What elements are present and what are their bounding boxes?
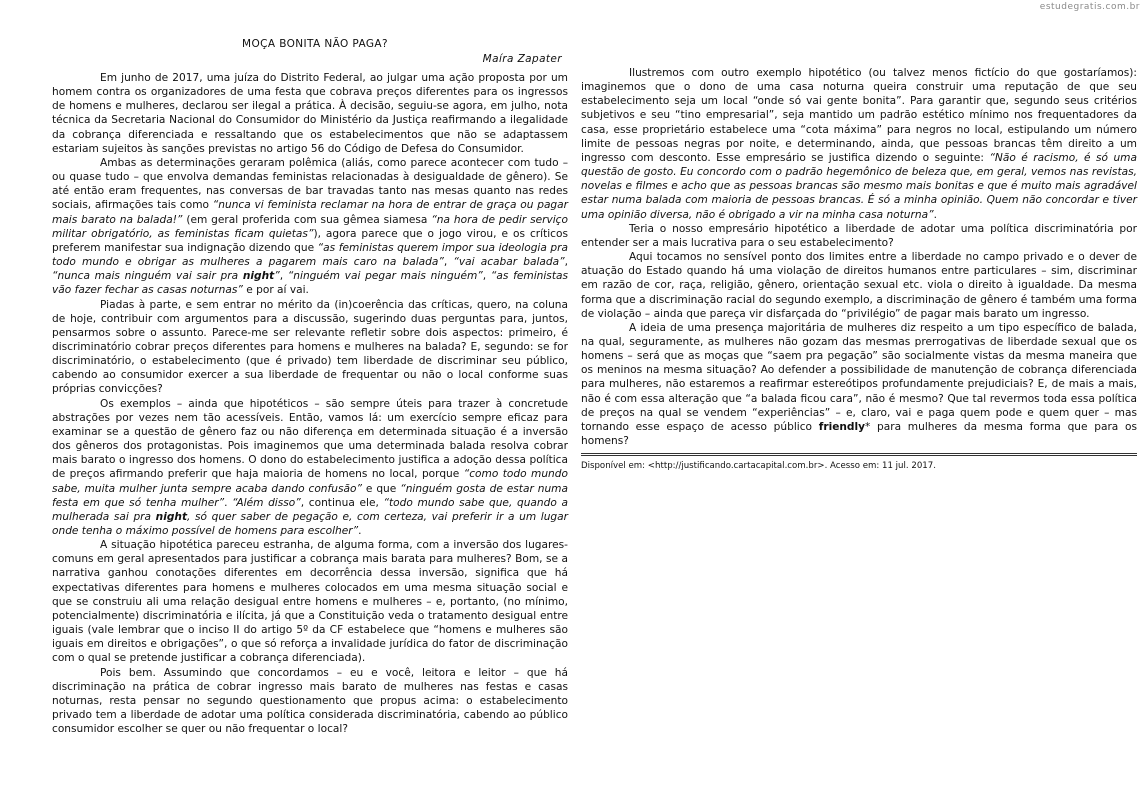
left-column <box>52 34 568 736</box>
right-paragraphs <box>581 66 1137 448</box>
right-paragraph-3: Aqui tocamos no sensível ponto dos limites entre a liberdade no campo privado e o dever de atuação do Estado quando há uma violação de direitos humanos entre particulares – sim, discriminar em razão de cor, raça, religião, gênero, orientação sexual etc. viola o direito à igualdade. Da mesma forma que a discriminação racial do segundo exemplo, a discriminação de gênero é também uma forma de violação – ainda que pareça vir disfarçada do “privilégio” de pagar mais barato um ingresso. <box>581 251 1137 320</box>
left-paragraph-3: Piadas à parte, e sem entrar no mérito da (in)coerência das críticas, quero, na coluna de hoje, contribuir com argumentos para a discussão, sugerindo duas perguntas para, juntos, pensarmos sobre o assunto. Parece-me ser relevante refletir sobre dois aspectos: primeiro, é discriminatório cobrar preços diferentes para homens e mulheres na balada? E, segundo: se for discriminatório, o estabelecimento (que é privado) tem liberdade de discriminar seu público, cabendo ao consumidor exercer a sua liberdade de frequentar ou não o local conforme suas próprias convicções? <box>52 298 568 396</box>
left-paragraph-5: A situação hipotética pareceu estranha, de alguma forma, com a inversão dos lugares-comuns em geral apresentados para justificar a cobrança mais barata para mulheres? Bom, se a narrativa ganhou conotações diferentes em decorrência dessa inversão, significa que há expectativas diferentes para homens e mulheres colocados em uma mesma situação social e que se construiu ali uma relação desigual entre homens e mulheres – e, portanto, (no mínimo, potencialmente) discriminatória e ilícita, já que a Constituição veda o tratamento desigual entre iguais (vale lembrar que o inciso II do artigo 5º da CF estabelece que “homens e mulheres são iguais em direitos e obrigações”, o que só reforça a invalidade jurídica do fator de discriminação com o qual se pretende justificar a cobrança diferenciada). <box>52 539 568 665</box>
left-paragraph-4: Os exemplos – ainda que hipotéticos – são sempre úteis para trazer à concretude abstrações por vezes nem tão acessíveis. Então, vamos lá: um exercício sempre eficaz para examinar se a questão de gênero faz ou não diferença em determinada situação é a inversão dos gêneros dos protagonistas. Pois imaginemos que uma determinada balada resolva cobrar mais barato o ingresso dos homens. O dono do estabelecimento justifica a adoção dessa política de preços afirmando preferir que haja maioria de homens no local, porque “como todo mundo sabe, muita mulher junta sempre acaba dando confusão” e que “ninguém gosta de estar numa festa em que só tenha mulher”. “Além disso”, continua ele, “todo mundo sabe que, quando a mulherada sai pra night, só quer saber de pegação e, com certeza, vai preferir ir a um lugar onde tenha o máximo possível de homens para escolher”. <box>52 397 568 537</box>
site-watermark: estudegratis.com.br <box>1039 2 1140 12</box>
article-author: Maíra Zapater <box>482 53 562 65</box>
right-paragraph-4: A ideia de uma presença majoritária de mulheres diz respeito a um tipo específico de balada, na qual, seguramente, as mulheres não gozam das mesmas prerrogativas de liberdade sexual que os homens – será que as moças que “saem pra pegação” são socialmente vistas da mesma maneira que os meninos na mesma situação? Ao defender a possibilidade de manutenção de cobrança diferenciada para mulheres, não estaremos a reafirmar estereótipos profundamente prejudiciais? E, de mais a mais, não é com essa alteração que “a balada ficou cara”, não é mesmo? Que tal revermos toda essa política de preços na qual se vendem “experiências” – e, claro, vai e paga quem pode e quem quer – mas tornando esse espaço de acesso público friendly* para mulheres da mesma forma que para os homens? <box>581 321 1137 448</box>
left-paragraph-1: Em junho de 2017, uma juíza do Distrito Federal, ao julgar uma ação proposta por um homem contra os organizadores de uma festa que cobrava preços diferentes para os ingressos de homens e mulheres, declarou ser ilegal a prática. À decisão, seguiu-se agora, em julho, nota técnica da Secretaria Nacional do Consumidor do Ministério da Justiça reafirmando a ilegalidade da cobrança diferenciada e ressaltando que os estabelecimentos que não se adaptassem estariam sujeitos às sanções previstas no artigo 56 do Código de Defesa do Consumidor. <box>52 72 568 155</box>
left-paragraphs <box>52 71 568 736</box>
article-title: MOÇA BONITA NÃO PAGA? <box>242 38 388 50</box>
left-paragraph-6: Pois bem. Assumindo que concordamos – eu e você, leitora e leitor – que há discriminação na prática de cobrar ingresso mais barato de mulheres nas festas e casas noturnas, resta pensar no segundo questionamento que propus acima: o estabelecimento privado tem a liberdade de adotar uma política considerada discriminatória, cabendo ao público consumidor escolher se quer ou não frequentar o local? <box>52 666 568 736</box>
source-divider <box>581 453 1137 456</box>
source-citation: Disponível em: <http://justificando.cartacapital.com.br>. Acesso em: 11 jul. 2017. <box>581 461 936 472</box>
right-paragraph-2: Teria o nosso empresário hipotético a liberdade de adotar uma política discriminatória por entender ser a mais lucrativa para o seu estabelecimento? <box>581 222 1137 249</box>
right-column <box>581 66 1137 472</box>
right-paragraph-1: Ilustremos com outro exemplo hipotético (ou talvez menos fictício do que gostaríamos): imaginemos que o dono de uma casa noturna queira construir uma reputação de que seu estabelecimento seja um local “onde só vai gente bonita”. Para garantir que, segundo seus critérios subjetivos e seu “tino empresarial”, seja mantido um padrão estético mínimo nos frequentadores da casa, esse proprietário estabelece uma “cota máxima” para negros no local, estipulando um número limite de pessoas negras por noite, e determinando, ainda, que pessoas brancas têm direito a um ingresso com desconto. Esse empresário se justifica dizendo o seguinte: “Não é racismo, é só uma questão de gosto. Eu concordo com o padrão hegemônico de beleza que, em geral, vemos nas revistas, novelas e filmes e acho que as pessoas brancas são mesmo mais bonitas e que é muito mais agradável estar numa balada com maioria de pessoas brancas. É só a minha opinião. Quem não concordar e tiver uma opinião diversa, não é obrigado a vir na minha casa noturna”. <box>581 67 1137 221</box>
left-paragraph-2: Ambas as determinações geraram polêmica (aliás, como parece acontecer com tudo – ou quase tudo – que envolva demandas feministas relacionadas à desigualdade de gênero). Se até então eram frequentes, nas conversas de bar travadas tanto nas mesas quanto nas redes sociais, afirmações tais como “nunca vi feminista reclamar na hora de entrar de graça ou pagar mais barato na balada!” (em geral proferida com sua gêmea siamesa “na hora de pedir serviço militar obrigatório, as feministas ficam quietas”), agora parece que o jogo virou, e os críticos preferem manifestar sua indignação dizendo que “as feministas querem impor sua ideologia pra todo mundo e obrigar as mulheres a pagarem mais caro na balada”, “vai acabar balada”, “nunca mais ninguém vai sair pra night”, “ninguém vai pegar mais ninguém”, “as feministas vão fazer fechar as casas noturnas” e por aí vai. <box>52 156 569 297</box>
